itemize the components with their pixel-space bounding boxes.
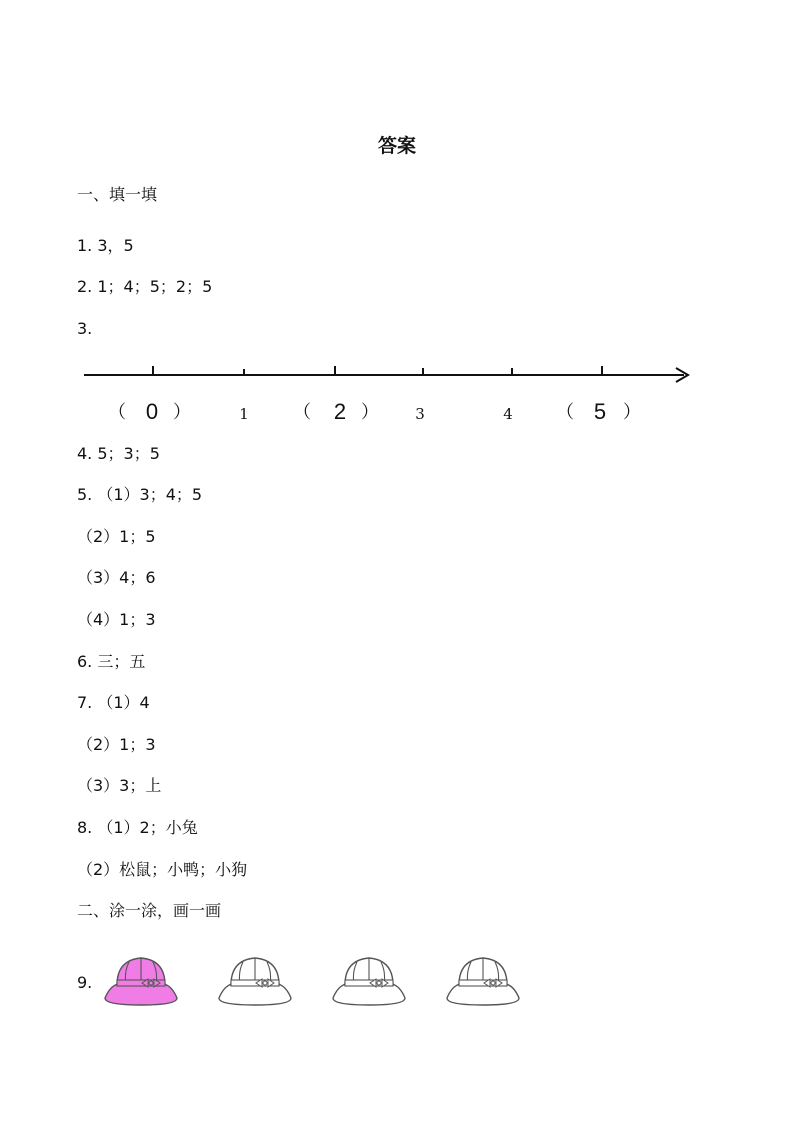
- number-line-axis: [78, 355, 698, 395]
- tick-label-4: 4: [503, 405, 513, 423]
- paren-close: ）: [623, 402, 641, 422]
- answer-blank-2: 2: [333, 399, 347, 424]
- answer-q5-2: （2）1；5: [77, 527, 156, 546]
- answer-q9-label: 9.: [77, 973, 93, 992]
- page-title: 答案: [377, 135, 416, 157]
- hat-uncolored: [216, 952, 294, 1010]
- section-1-heading: 一、填一填: [77, 185, 158, 204]
- hat-uncolored: [444, 952, 522, 1010]
- answer-blank-5: 5: [593, 399, 607, 424]
- tick-label-3: 3: [415, 405, 425, 423]
- answer-q2: 2. 1；4；5；2；5: [77, 277, 213, 296]
- answer-q7-3: （3）3；上: [77, 776, 162, 795]
- answer-blank-0: 0: [145, 399, 159, 424]
- answer-q5-4: （4）1；3: [77, 610, 156, 629]
- answer-q1: 1. 3，5: [77, 236, 134, 255]
- answer-q5-3: （3）4；6: [77, 568, 156, 587]
- answer-q6: 6. 三；五: [77, 652, 146, 671]
- paren-open: （: [293, 402, 311, 422]
- paren-open: （: [556, 402, 574, 422]
- section-2-heading: 二、涂一涂，画一画: [77, 901, 222, 920]
- hat-colored: [102, 952, 180, 1010]
- answer-q5-1: 5. （1）3；4；5: [77, 485, 203, 504]
- number-line: [78, 355, 698, 435]
- answer-q4: 4. 5；3；5: [77, 444, 160, 463]
- paren-close: ）: [361, 402, 379, 422]
- answer-q7-1: 7. （1）4: [77, 693, 150, 712]
- hat-uncolored: [330, 952, 408, 1010]
- paren-open: （: [108, 402, 126, 422]
- answer-q8-2: （2）松鼠；小鸭；小狗: [77, 860, 248, 879]
- tick-label-1: 1: [239, 405, 249, 423]
- paren-close: ）: [173, 402, 191, 422]
- hat-row: [77, 950, 537, 1014]
- answer-q3-label: 3.: [77, 319, 93, 338]
- answer-q8-1: 8. （1）2；小兔: [77, 818, 198, 837]
- answer-q7-2: （2）1；3: [77, 735, 156, 754]
